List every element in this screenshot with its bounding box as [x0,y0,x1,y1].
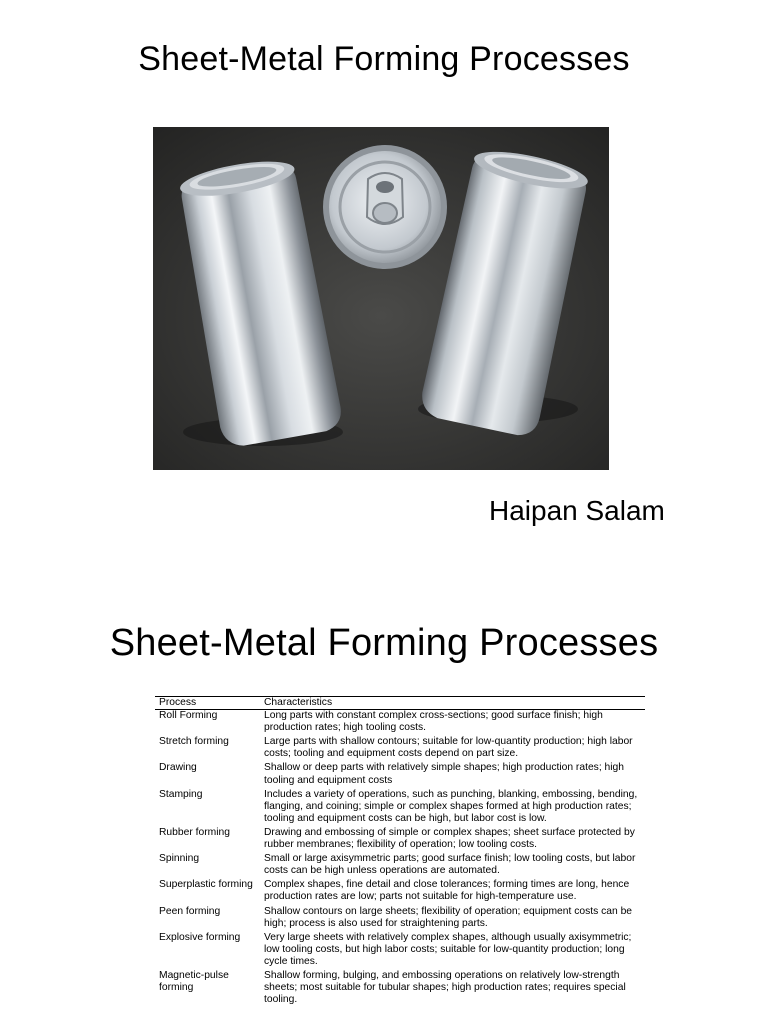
characteristics-cell: Shallow forming, bulging, and embossing operations on relatively low-strength sheets; most suitable for tubular shapes; high production rates; requires special tooling. [264,969,626,1006]
header-process: Process [155,697,260,710]
process-cell: Rubber forming [159,826,230,838]
process-cell: Peen forming [159,905,221,917]
process-cell: Drawing [159,762,197,774]
characteristics-cell: Small or large axisymmetric parts; good surface finish; low tooling costs, but labor costs can be high unless operations are automated. [264,853,636,877]
aluminum-cans-photo [153,127,609,470]
table-row [155,853,645,879]
process-cell: Superplastic forming [159,879,253,891]
table-row [155,970,645,1008]
characteristics-cell: Drawing and embossing of simple or complex shapes; sheet surface protected by rubber membranes; flexibility of operation; low tooling costs. [264,826,635,851]
process-cell: Stamping [159,788,203,800]
process-cell: Roll Forming [159,710,218,722]
characteristics-cell: Shallow contours on large sheets; flexibility of operation; equipment costs can be high; process is also used for straightening parts. [264,905,633,929]
table-row [155,736,645,762]
table-row [155,762,645,788]
process-cell: Magnetic-pulse forming [159,969,229,994]
processes-table [155,696,645,1008]
characteristics-cell: Includes a variety of operations, such as punching, blanking, embossing, bending, flanging, and coining; simple or complex shapes formed at high production rates; tooling and equipment costs can be high, but labor cost is low. [264,788,638,824]
table-row [155,879,645,905]
table-row [155,932,645,970]
process-cell: Stretch forming [159,736,229,748]
slide2-title: Sheet-Metal Forming Processes [109,622,659,664]
characteristics-cell: Complex shapes, fine detail and close tolerances; forming times are long, hence production rates are low; parts not suitable for high-temperature use. [264,879,630,903]
table-header-row [155,697,645,710]
process-cell: Spinning [159,853,200,865]
header-characteristics: Characteristics [260,697,645,710]
author-name: Haipan Salam [489,495,665,526]
characteristics-cell: Large parts with shallow contours; suitable for low-quantity production; high labor costs; tooling and equipment costs depend on part size. [264,736,633,760]
slide1-title: Sheet-Metal Forming Processes [138,40,630,78]
characteristics-cell: Shallow or deep parts with relatively simple shapes; high production rates; high tooling and equipment costs [264,762,625,786]
characteristics-cell: Very large sheets with relatively complex shapes, although usually axisymmetric; low tooling costs, but high labor costs; suitable for low-quantity production; long cycle times. [264,931,632,967]
table-row [155,906,645,932]
table-row [155,710,645,737]
table-row [155,789,645,827]
characteristics-cell: Long parts with constant complex cross-sections; good surface finish; high production rates; high tooling costs. [264,710,603,734]
process-cell: Explosive forming [159,931,241,943]
table-row [155,827,645,853]
